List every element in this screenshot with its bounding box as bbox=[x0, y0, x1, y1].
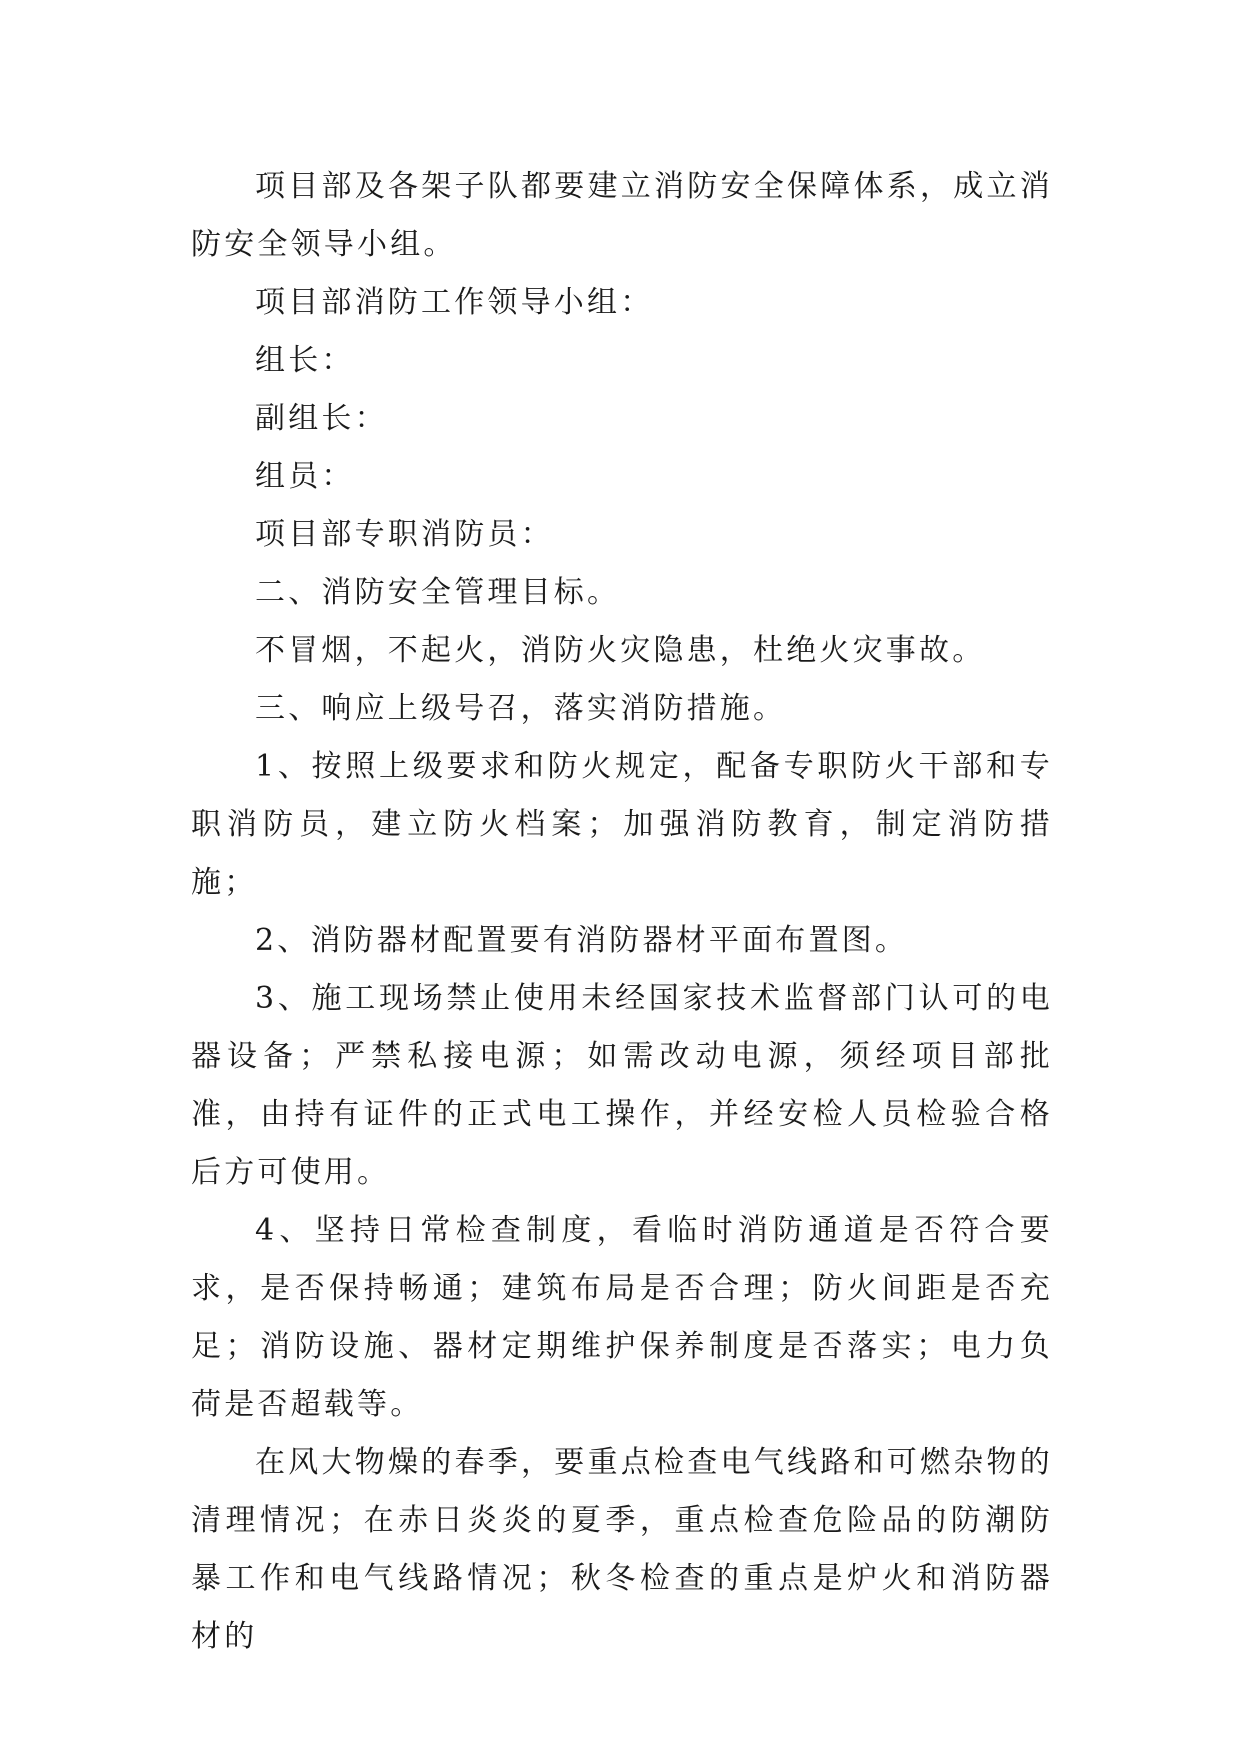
section-heading-measures: 三、响应上级号召，落实消防措施。 bbox=[255, 691, 787, 726]
list-item-1: 1、按照上级要求和防火规定，配备专职防火干部和专职消防员，建立防火档案；加强消防教育，制定消防措施； bbox=[191, 749, 1053, 900]
section-heading-safety-goal: 二、消防安全管理目标。 bbox=[255, 575, 621, 610]
paragraph-fire-officer: 项目部专职消防员： bbox=[255, 517, 554, 552]
paragraph-leadership-group-heading: 项目部消防工作领导小组： bbox=[255, 285, 654, 320]
paragraph-leadership-system: 项目部及各架子队都要建立消防安全保障体系，成立消防安全领导小组。 bbox=[191, 169, 1053, 262]
paragraph-seasonal-checks: 在风大物燥的春季，要重点检查电气线路和可燃杂物的清理情况；在赤日炎炎的夏季，重点检查危险品的防潮防暴工作和电气线路情况；秋冬检查的重点是炉火和消防器材的 bbox=[191, 1445, 1053, 1654]
paragraph-safety-goal: 不冒烟，不起火，消防火灾隐患，杜绝火灾事故。 bbox=[255, 633, 986, 668]
paragraph-group-leader: 组长： bbox=[255, 343, 355, 378]
paragraph-group-members: 组员： bbox=[255, 459, 355, 494]
paragraph-deputy-leader: 副组长： bbox=[255, 401, 388, 436]
list-item-4: 4、坚持日常检查制度，看临时消防通道是否符合要求，是否保持畅通；建筑布局是否合理；防火间距是否充足；消防设施、器材定期维护保养制度是否落实；电力负荷是否超载等。 bbox=[191, 1213, 1053, 1422]
list-item-3: 3、施工现场禁止使用未经国家技术监督部门认可的电器设备；严禁私接电源；如需改动电源，须经项目部批准，由持有证件的正式电工操作，并经安检人员检验合格后方可使用。 bbox=[191, 981, 1053, 1190]
list-item-2: 2、消防器材配置要有消防器材平面布置图。 bbox=[255, 923, 909, 958]
document-body bbox=[191, 158, 1053, 1666]
